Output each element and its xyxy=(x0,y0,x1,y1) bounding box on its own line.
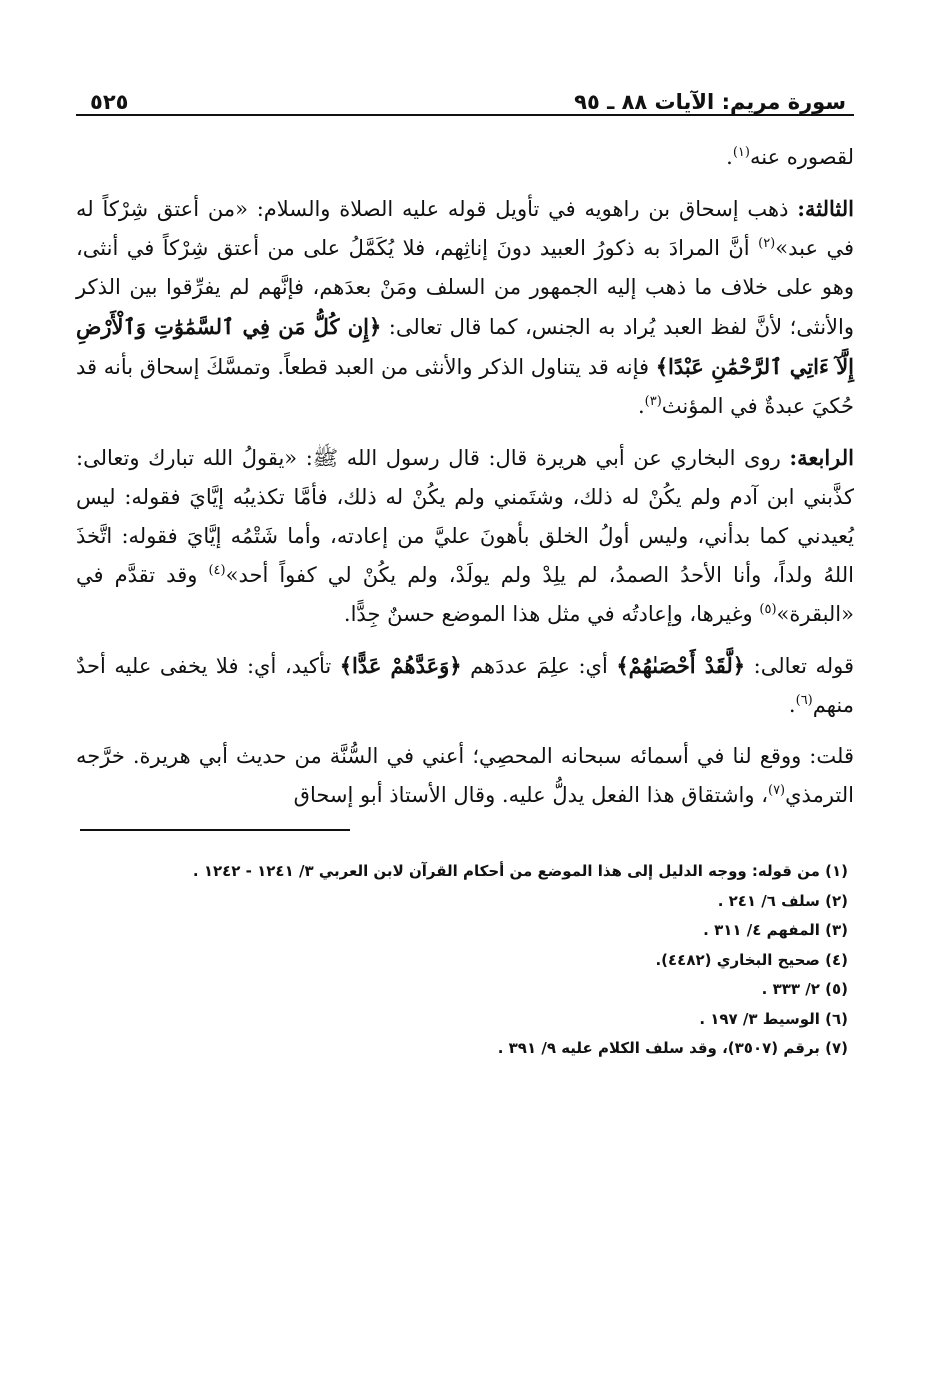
running-header xyxy=(76,70,854,116)
text-run: قوله تعالى: xyxy=(745,654,855,678)
footnote-ref[interactable]: (٧) xyxy=(767,783,786,798)
text-run: ذهب إسحاق بن راهويه في تأويل قوله عليه الصلاة والسلام: «من أعتق شِرْكاً له في عبد» xyxy=(76,197,854,260)
text-run: . xyxy=(726,145,733,169)
header-title: سورة مريم: الآيات ٨٨ ـ ٩٥ xyxy=(574,90,846,114)
text-run: وغيرها، وإعادتُه في مثل هذا الموضع حسنٌ جِدًّا. xyxy=(343,602,760,626)
quran-verse: ﴿وَعَدَّهُمْ عَدًّا﴾ xyxy=(339,653,462,678)
text-run: أي: علِمَ عددَهم xyxy=(461,654,617,678)
text-run: . xyxy=(788,693,796,717)
text-run: فإنه قد يتناول الذكر والأنثى من العبد قطعاً. وتمسَّكَ إسحاق بأنه قد حُكيَ عبدةٌ في المؤنث xyxy=(76,355,854,418)
quran-verse: ﴿إِن كُلُّ مَن فِي ٱلسَّمَٰوَٰتِ وَٱلْأَرْضِ إِلَّآ ءَاتِي ٱلرَّحْمَٰنِ عَبْدًا﴾ xyxy=(76,314,855,379)
text-run: قلت: ووقع لنا في أسمائه سبحانه المحصِي؛ أعني في السُّنَّة من حديث أبي هريرة. خرَّجه الترمذي xyxy=(76,744,854,807)
text-run: . xyxy=(637,394,645,418)
footnotes xyxy=(76,857,854,1064)
text-run: أنَّ المرادَ به ذكورُ العبيد دونَ إناثِهم، فلا يُكَمَّلُ على من أعتق شِرْكاً في أنثى، وهو على خلاف ما ذهب إليه الجمهور من السلف ومَنْ بعدَهم، فإنَّهم لم يفرِّقوا بين الذكر والأنثى؛ لأنَّ لفظ العبد يُراد به الجنس، كما قال تعالى: xyxy=(76,236,854,339)
footnote-divider xyxy=(80,829,350,831)
text-run: وقد تقدَّم في «البقرة» xyxy=(76,563,854,626)
text-run: تأكيد، أي: فلا يخفى عليه أحدٌ منهم xyxy=(76,654,854,717)
footnote-ref[interactable]: (٣) xyxy=(644,394,662,409)
section-label: الثالثة: xyxy=(797,196,854,221)
footnote-item: (٣) المفهم ٤/ ٣١١ . xyxy=(703,921,848,939)
footnote-item: (٢) سلف ٦/ ٢٤١ . xyxy=(717,891,848,910)
text-run: روى البخاري عن أبي هريرة قال: قال رسول الله ﷺ: «يقولُ الله تبارك وتعالى: كذَّبني ابن آدم ولم يكُنْ له ذلك، وشتَمني ولم يكُنْ له ذلك، فأمَّا تكذيبُه إيَّايَ فقوله: ليس يُعيدني كما بدأني، وليس أولُ الخلق بأهونَ عليَّ من إعادته، وأما شَتْمُه إيَّايَ فقوله: اتَّخذَ اللهُ ولداً، وأنا الأحدُ الصمدُ، لم يلِدْ ولم يولَدْ، ولم يكُنْ لي كفواً أحد» xyxy=(76,446,854,587)
paragraph xyxy=(76,138,854,177)
footnote-item: (٧) برقم (٣٥٠٧)، وقد سلف الكلام عليه ٩/ ٣٩١ . xyxy=(497,1039,848,1057)
footnote-item: (٥) ٢/ ٣٣٣ . xyxy=(761,980,848,998)
footnote-item: (١) من قوله: ووجه الدليل إلى هذا الموضع من أحكام القرآن لابن العربي ٣/ ١٢٤١ - ١٢٤٢ . xyxy=(192,862,848,880)
book-page xyxy=(76,70,854,1360)
quran-verse: ﴿لَّقَدْ أَحْصَىٰهُمْ﴾ xyxy=(616,653,746,678)
text-run: ، واشتقاق هذا الفعل يدلُّ عليه. وقال الأستاذ أبو إسحاق xyxy=(293,783,768,807)
footnote-item: (٦) الوسيط ٣/ ١٩٧ . xyxy=(699,1009,848,1028)
footnote-item: (٤) صحيح البخاري (٤٤٨٢). xyxy=(655,950,848,969)
footnote-ref[interactable]: (٤) xyxy=(208,563,226,578)
paragraph xyxy=(76,646,854,725)
paragraph xyxy=(76,189,854,426)
section-label: الرابعة: xyxy=(789,445,854,470)
paragraph xyxy=(76,438,854,634)
text-run: لقصوره عنه xyxy=(749,145,854,169)
main-text xyxy=(76,138,854,815)
footnote-ref[interactable]: (٥) xyxy=(759,602,777,617)
paragraph xyxy=(76,737,854,815)
page-number: ٥٢٥ xyxy=(90,90,129,114)
footnote-ref[interactable]: (١) xyxy=(732,145,750,160)
footnote-ref[interactable]: (٦) xyxy=(795,693,813,708)
footnote-ref[interactable]: (٢) xyxy=(758,236,776,251)
